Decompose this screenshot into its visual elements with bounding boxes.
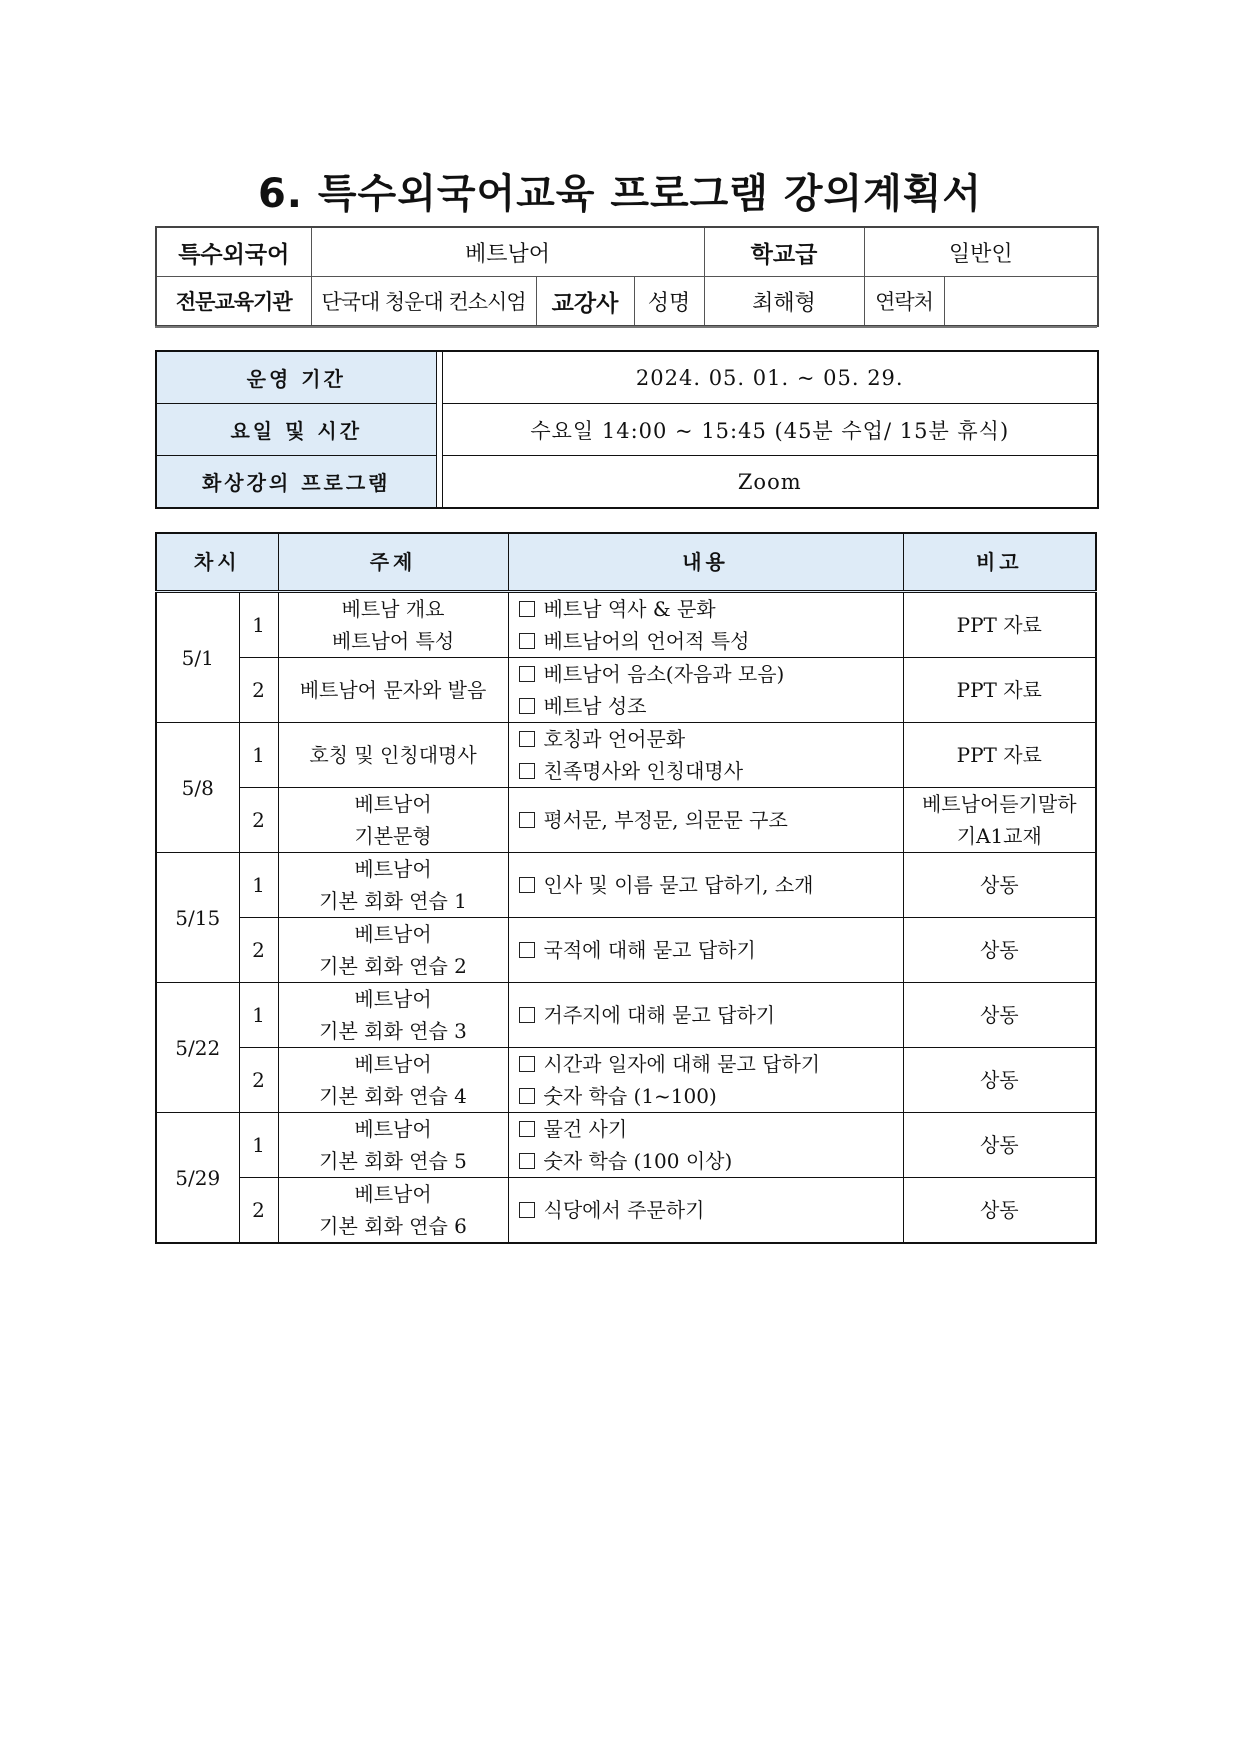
- topic-text: 기본 회화 연습 2: [319, 954, 467, 978]
- note-cell: [903, 788, 1096, 853]
- table-row: [156, 723, 1096, 788]
- content-line: [519, 1113, 903, 1145]
- topic-text: 베트남어: [354, 1052, 432, 1076]
- content-text: 베트남어의 언어적 특성: [543, 629, 750, 653]
- content-line: [519, 755, 903, 787]
- topic-line: [279, 1210, 508, 1242]
- checkbox-icon: [519, 731, 535, 747]
- note-line: [904, 788, 1096, 820]
- topic-text: 베트남어: [354, 987, 432, 1011]
- content-text: 식당에서 주문하기: [543, 1198, 705, 1222]
- content-cell: [508, 918, 903, 983]
- topic-cell: [278, 592, 508, 658]
- content-cell: [508, 723, 903, 788]
- table-row: [156, 1113, 1096, 1178]
- checkbox-icon: [519, 1056, 535, 1072]
- note-text: 상동: [979, 873, 1019, 897]
- content-text: 숫자 학습 (1~100): [543, 1084, 717, 1108]
- institution-value: 단국대 청운대 컨소시엄: [311, 277, 536, 327]
- level-label: 학교급: [704, 227, 864, 277]
- topic-text: 기본 회화 연습 5: [319, 1149, 467, 1173]
- content-text: 베트남 성조: [543, 694, 647, 718]
- time-label: 요일 및 시간: [156, 404, 436, 456]
- topic-line: [279, 1015, 508, 1047]
- topic-cell: [278, 658, 508, 723]
- checkbox-icon: [519, 1202, 535, 1218]
- content-text: 평서문, 부정문, 의문문 구조: [543, 808, 788, 832]
- session-number: 2: [239, 918, 278, 983]
- note-line: [904, 820, 1096, 852]
- note-cell: [903, 658, 1096, 723]
- note-line: [904, 869, 1096, 901]
- topic-cell: [278, 1113, 508, 1178]
- topic-line: [279, 788, 508, 820]
- note-cell: [903, 853, 1096, 918]
- platform-label: 화상강의 프로그램: [156, 456, 436, 509]
- topic-line: [279, 853, 508, 885]
- period-value: 2024. 05. 01. ~ 05. 29.: [442, 351, 1098, 404]
- session-number: 1: [239, 1113, 278, 1178]
- note-cell: [903, 1113, 1096, 1178]
- session-date: 5/15: [156, 853, 239, 983]
- note-text: PPT 자료: [956, 743, 1042, 767]
- content-text: 시간과 일자에 대해 묻고 답하기: [543, 1052, 821, 1076]
- content-line: [519, 804, 903, 836]
- topic-line: [279, 983, 508, 1015]
- note-text: PPT 자료: [956, 613, 1042, 637]
- instructor-label: 교강사: [536, 277, 634, 327]
- schedule-table: [155, 350, 1099, 509]
- topic-line: [279, 820, 508, 852]
- topic-text: 베트남어: [354, 792, 432, 816]
- content-text: 호칭과 언어문화: [543, 727, 686, 751]
- page-title: 6. 특수외국어교육 프로그램 강의계획서: [257, 171, 983, 217]
- info-underline: [155, 326, 1097, 328]
- table-row: [156, 788, 1096, 853]
- period-label: 운영 기간: [156, 351, 436, 404]
- session-date: 5/1: [156, 592, 239, 723]
- topic-text: 베트남어 문자와 발음: [299, 678, 487, 702]
- content-cell: [508, 592, 903, 658]
- content-line: [519, 690, 903, 722]
- note-text: 상동: [979, 1133, 1019, 1157]
- topic-text: 기본 회화 연습 3: [319, 1019, 467, 1043]
- checkbox-icon: [519, 812, 535, 828]
- checkbox-icon: [519, 1153, 535, 1169]
- checkbox-icon: [519, 942, 535, 958]
- note-cell: [903, 1178, 1096, 1244]
- session-number: 2: [239, 1178, 278, 1244]
- note-cell: [903, 983, 1096, 1048]
- content-cell: [508, 658, 903, 723]
- topic-line: [279, 593, 508, 625]
- note-text: 기A1교재: [956, 824, 1042, 848]
- content-line: [519, 625, 903, 657]
- topic-line: [279, 1080, 508, 1112]
- topic-cell: [278, 853, 508, 918]
- topic-cell: [278, 788, 508, 853]
- note-cell: [903, 918, 1096, 983]
- topic-line: [279, 1113, 508, 1145]
- content-cell: [508, 853, 903, 918]
- time-value: 수요일 14:00 ~ 15:45 (45분 수업/ 15분 휴식): [442, 404, 1098, 456]
- note-text: 상동: [979, 1003, 1019, 1027]
- name-value: 최해형: [704, 277, 864, 327]
- session-number: 1: [239, 723, 278, 788]
- table-row: [156, 918, 1096, 983]
- header-topic: 주제: [278, 533, 508, 592]
- topic-line: [279, 1048, 508, 1080]
- checkbox-icon: [519, 601, 535, 617]
- contact-label: 연락처: [864, 277, 944, 327]
- content-cell: [508, 1048, 903, 1113]
- content-text: 물건 사기: [543, 1117, 628, 1141]
- content-cell: [508, 1178, 903, 1244]
- topic-text: 베트남어: [354, 1117, 432, 1141]
- content-line: [519, 723, 903, 755]
- session-date: 5/8: [156, 723, 239, 853]
- content-line: [519, 1048, 903, 1080]
- content-text: 베트남 역사 & 문화: [543, 597, 716, 621]
- checkbox-icon: [519, 633, 535, 649]
- topic-line: [279, 1178, 508, 1210]
- name-label: 성명: [634, 277, 704, 327]
- content-text: 거주지에 대해 묻고 답하기: [543, 1003, 776, 1027]
- institution-label: 전문교육기관: [156, 277, 311, 327]
- topic-cell: [278, 1048, 508, 1113]
- note-line: [904, 1194, 1096, 1226]
- topic-text: 베트남 개요: [341, 597, 445, 621]
- topic-text: 기본 회화 연습 1: [319, 889, 467, 913]
- content-line: [519, 593, 903, 625]
- header-note: 비고: [903, 533, 1096, 592]
- note-cell: [903, 592, 1096, 658]
- topic-line: [279, 739, 508, 771]
- note-line: [904, 1129, 1096, 1161]
- table-row: [156, 658, 1096, 723]
- content-text: 베트남어 음소(자음과 모음): [543, 662, 785, 686]
- table-row: [156, 983, 1096, 1048]
- note-cell: [903, 1048, 1096, 1113]
- content-text: 국적에 대해 묻고 답하기: [543, 938, 756, 962]
- topic-text: 베트남어: [354, 922, 432, 946]
- topic-text: 기본문형: [354, 824, 432, 848]
- content-line: [519, 934, 903, 966]
- checkbox-icon: [519, 877, 535, 893]
- topic-line: [279, 1145, 508, 1177]
- content-line: [519, 1194, 903, 1226]
- checkbox-icon: [519, 1007, 535, 1023]
- table-row: [156, 592, 1096, 658]
- note-text: 베트남어듣기말하: [921, 792, 1077, 816]
- contact-value: [944, 277, 1098, 327]
- topic-line: [279, 918, 508, 950]
- table-row: [156, 1048, 1096, 1113]
- content-text: 숫자 학습 (100 이상): [543, 1149, 733, 1173]
- topic-text: 기본 회화 연습 6: [319, 1214, 467, 1238]
- session-number: 2: [239, 658, 278, 723]
- content-cell: [508, 788, 903, 853]
- checkbox-icon: [519, 698, 535, 714]
- topic-text: 베트남어 특성: [331, 629, 455, 653]
- session-number: 1: [239, 592, 278, 658]
- topic-cell: [278, 918, 508, 983]
- note-line: [904, 674, 1096, 706]
- topic-text: 호칭 및 인칭대명사: [309, 743, 477, 767]
- content-text: 인사 및 이름 묻고 답하기, 소개: [543, 873, 814, 897]
- content-line: [519, 1080, 903, 1112]
- session-number: 2: [239, 1048, 278, 1113]
- content-cell: [508, 1113, 903, 1178]
- topic-text: 베트남어: [354, 857, 432, 881]
- note-line: [904, 999, 1096, 1031]
- note-text: PPT 자료: [956, 678, 1042, 702]
- header-session: 차시: [156, 533, 278, 592]
- table-row: [156, 853, 1096, 918]
- table-row: [156, 1178, 1096, 1244]
- content-line: [519, 869, 903, 901]
- note-text: 상동: [979, 1198, 1019, 1222]
- session-date: 5/22: [156, 983, 239, 1113]
- session-number: 1: [239, 853, 278, 918]
- level-value: 일반인: [864, 227, 1098, 277]
- checkbox-icon: [519, 763, 535, 779]
- header-content: 내용: [508, 533, 903, 592]
- topic-cell: [278, 983, 508, 1048]
- content-text: 친족명사와 인칭대명사: [543, 759, 744, 783]
- note-line: [904, 609, 1096, 641]
- note-line: [904, 739, 1096, 771]
- note-line: [904, 1064, 1096, 1096]
- topic-line: [279, 625, 508, 657]
- topic-line: [279, 885, 508, 917]
- topic-text: 베트남어: [354, 1182, 432, 1206]
- checkbox-icon: [519, 666, 535, 682]
- session-number: 2: [239, 788, 278, 853]
- checkbox-icon: [519, 1121, 535, 1137]
- checkbox-icon: [519, 1088, 535, 1104]
- note-line: [904, 934, 1096, 966]
- language-label: 특수외국어: [156, 227, 311, 277]
- topic-line: [279, 674, 508, 706]
- topic-line: [279, 950, 508, 982]
- note-cell: [903, 723, 1096, 788]
- lesson-plan-table: [155, 532, 1097, 1244]
- session-date: 5/29: [156, 1113, 239, 1244]
- session-number: 1: [239, 983, 278, 1048]
- note-text: 상동: [979, 1068, 1019, 1092]
- topic-cell: [278, 723, 508, 788]
- topic-text: 기본 회화 연습 4: [319, 1084, 467, 1108]
- info-table: [155, 226, 1099, 327]
- topic-cell: [278, 1178, 508, 1244]
- platform-value: Zoom: [442, 456, 1098, 509]
- content-line: [519, 999, 903, 1031]
- content-cell: [508, 983, 903, 1048]
- content-line: [519, 658, 903, 690]
- note-text: 상동: [979, 938, 1019, 962]
- language-value: 베트남어: [311, 227, 704, 277]
- content-line: [519, 1145, 903, 1177]
